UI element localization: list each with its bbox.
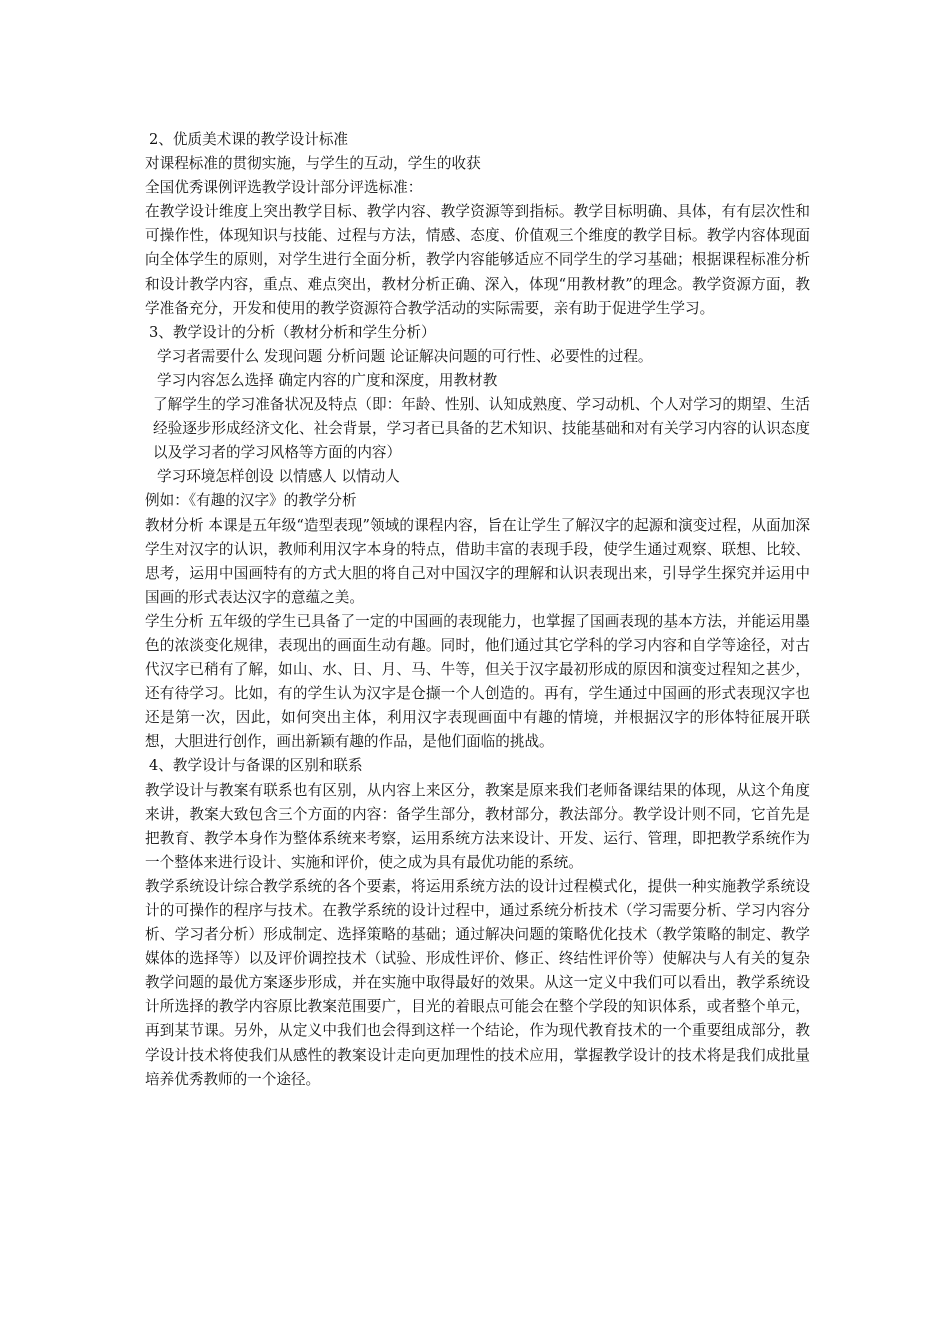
- paragraph: 学生分析 五年级的学生已具备了一定的中国画的表现能力，也掌握了国画表现的基本方法，并能运用墨色的浓淡变化规律，表现出的画面生动有趣。同时，他们通过其它学科的学习内容和自学等途径，对古代汉字已稍有了解，如山、水、日、月、马、牛等，但关于汉字最初形成的原因和演变过程知之甚少，还有待学习。比如，有的学生认为汉字是仓撷一个人创造的。再有，学生通过中国画的形式表现汉字也还是第一次，因此，如何突出主体，利用汉字表现画面中有趣的情境，并根据汉字的形体特征展开联想，大胆进行创作，画出新颖有趣的作品，是他们面临的挑战。: [145, 612, 810, 751]
- paragraph: 教学设计与教案有联系也有区别，从内容上来区分，教案是原来我们老师备课结果的体现，从这个角度来讲，教案大致包含三个方面的内容：备学生部分，教材部分，教法部分。教学设计则不同，它首先是把教育、教学本身作为整体系统来考察，运用系统方法来设计、开发、运行、管理，即把教学系统作为一个整体来进行设计、实施和评价，使之成为具有最优功能的系统。: [145, 781, 810, 871]
- paragraph: 教学系统设计综合教学系统的各个要素，将运用系统方法的设计过程模式化，提供一种实施教学系统设计的可操作的程序与技术。在教学系统的设计过程中，通过系统分析技术（学习需要分析、学习内容分析、学习者分析）形成制定、选择策略的基础；通过解决问题的策略优化技术（教学策略的制定、教学媒体的选择等）以及评价调控技术（试验、形成性评价、修正、终结性评价等）使解决与人有关的复杂教学问题的最优方案逐步形成，并在实施中取得最好的效果。从这一定义中我们可以看出，教学系统设计所选择的教学内容原比教案范围要广，目光的着眼点可能会在整个学段的知识体系，或者整个单元，再到某节课。另外，从定义中我们也会得到这样一个结论，作为现代教育技术的一个重要组成部分，教学设计技术将使我们从感性的教案设计走向更加理性的技术应用，掌握教学设计的技术将是我们成批量培养优秀教师的一个途径。: [145, 877, 810, 1088]
- paragraph: 学习环境怎样创设 以情感人 以情动人: [157, 468, 400, 486]
- paragraph: 全国优秀课例评选教学设计部分评选标准：: [145, 179, 423, 197]
- paragraph: 学习内容怎么选择 确定内容的广度和深度，用教材教: [157, 371, 498, 389]
- paragraph: 例如：《有趣的汉字》的教学分析: [145, 492, 357, 510]
- document-body: [145, 128, 810, 1092]
- section-heading-2: 2、优质美术课的教学设计标准: [149, 131, 349, 148]
- paragraph: 在教学设计维度上突出教学目标、教学内容、教学资源等到指标。教学目标明确、具体，有有层次性和可操作性，体现知识与技能、过程与方法，情感、态度、价值观三个维度的教学目标。教学内容体现面向全体学生的原则，对学生进行全面分析，教学内容能够适应不同学生的学习基础；根据课程标准分析和设计教学内容，重点、难点突出，教材分析正确、深入，体现“用教材教”的理念。教学资源方面，教学准备充分，开发和使用的教学资源符合教学活动的实际需要，亲有助于促进学生学习。: [145, 203, 810, 317]
- paragraph: 教材分析 本课是五年级“造型表现”领域的课程内容，旨在让学生了解汉字的起源和演变过程，从面加深学生对汉字的认识，教师利用汉字本身的特点，借助丰富的表现手段，使学生通过观察、联想、比较、思考，运用中国画特有的方式大胆的将自己对中国汉字的理解和认识表现出来，引导学生探究并运用中国画的形式表达汉字的意蕴之美。: [145, 516, 810, 606]
- paragraph: 了解学生的学习准备状况及特点（即：年龄、性别、认知成熟度、学习动机、个人对学习的期望、生活经验逐步形成经济文化、社会背景，学习者已具备的艺术知识、技能基础和对有关学习内容的认识态度以及学习者的学习风格等方面的内容）: [153, 396, 810, 462]
- section-heading-3: 3、教学设计的分析（教材分析和学生分析）: [149, 323, 436, 341]
- paragraph: 学习者需要什么 发现问题 分析问题 论证解决问题的可行性、必要性的过程。: [157, 347, 653, 365]
- paragraph: 对课程标准的贯彻实施，与学生的互动，学生的收获: [145, 155, 481, 173]
- section-heading-4: 4、教学设计与备课的区别和联系: [149, 757, 363, 775]
